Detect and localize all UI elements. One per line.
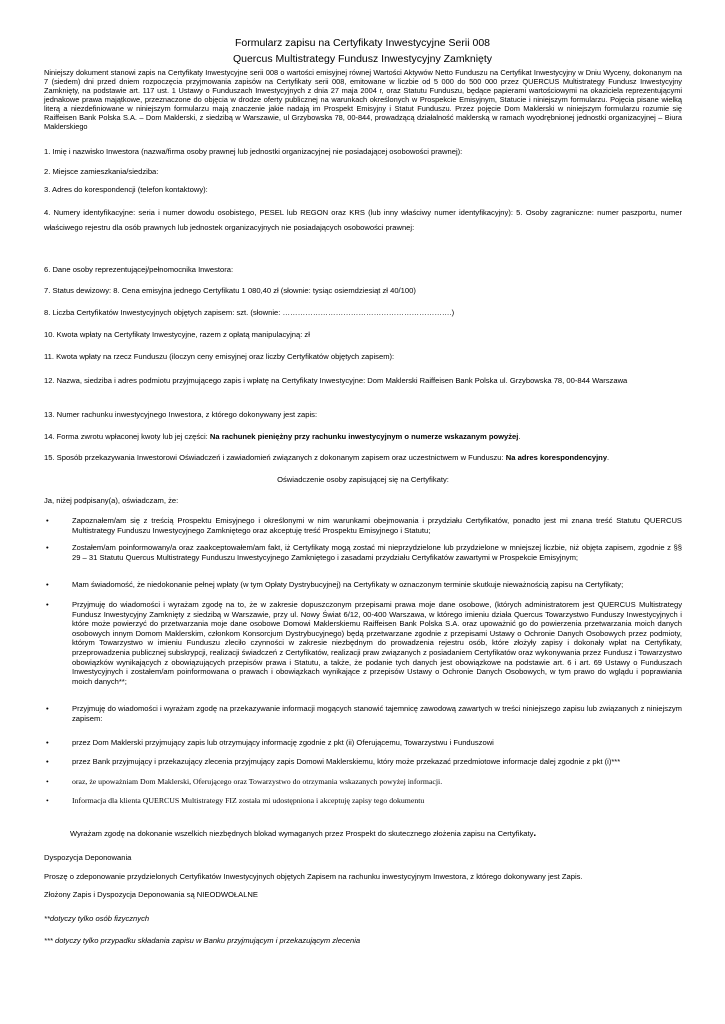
field-15-notification-method: 15. Sposób przekazywania Inwestorowi Oświadczeń i zawiadomień związanych z dokonanym zapisem oraz uczestnictwem w Funduszu: Na adres korespondencyjny. <box>44 453 610 462</box>
declaration-bullet: • Informacja dla klienta QUERCUS Multistrategy FIZ została mi udostępniona i akceptuję zapisy tego dokumentu <box>46 796 425 805</box>
field-14-refund-form: 14. Forma zwrotu wpłaconej kwoty lub jej części: Na rachunek pieniężny przy rachunku inwestycyjnym o numerze wskazanym powyżej. <box>44 432 521 441</box>
declaration-intro: Ja, niżej podpisany(a), oświadczam, że: <box>44 496 179 505</box>
declaration-bullet: • Mam świadomość, że niedokonanie pełnej wpłaty (w tym Opłaty Dystrybucyjnej) na Certyfikaty w oznaczonym terminie skutkuje nieważnością zapisu na Certyfikaty; <box>46 580 624 589</box>
footnote-natural-persons: **dotyczy tylko osób fizycznych <box>44 914 150 923</box>
form-subtitle: Quercus Multistrategy Fundusz Inwestycyjny Zamknięty <box>232 53 493 65</box>
blocking-consent: Wyrażam zgodę na dokonanie wszelkich niezbędnych blokad wymaganych przez Prospekt do skutecznego złożenia zapisu na Certyfikaty. <box>70 828 537 839</box>
field-4-identification: 4. Numery identyfikacyjne: seria i numer dowodu osobistego, PESEL lub REGON oraz KRS (lub inny właściwy numer identyfikacyjny): 5. Osoby zagraniczne: numer paszportu, numer właściwego rejestru dla osób prawnych lub jednostek organizacyjnych nie posiadających osobowości prawnej: <box>44 208 682 232</box>
field-7-currency-status: 7. Status dewizowy: 8. Cena emisyjna jednego Certyfikatu 1 080,40 zł (słownie: tysiąc osiemdziesiąt zł 40/100) <box>44 286 416 295</box>
irrevocable-notice: Złożony Zapis i Dyspozycja Deponowania są NIEODWOŁALNE <box>44 890 258 899</box>
field-10-payment-amount: 10. Kwota wpłaty na Certyfikaty Inwestycyjne, razem z opłatą manipulacyjną: zł <box>44 330 310 339</box>
declaration-bullet: • oraz, że upoważniam Dom Maklerski, Oferującego oraz Towarzystwo do otrzymania wskazanych powyżej informacji. <box>46 777 443 786</box>
field-12-receiving-entity: 12. Nazwa, siedziba i adres podmiotu przyjmującego zapis i wpłatę na Certyfikaty Inwestycyjne: Dom Maklerski Raiffeisen Bank Polska ul. Grzybowska 78, 00-844 Warszawa <box>44 376 628 385</box>
field-8-certificate-count: 8. Liczba Certyfikatów Inwestycyjnych objętych zapisem: szt. (słownie: ………………………………………………………….) <box>44 308 455 317</box>
deposit-heading: Dyspozycja Deponowania <box>44 853 132 862</box>
declaration-bullet: • przez Bank przyjmujący i przekazujący zlecenia przyjmujący zapis Domowi Maklerskiemu, który może przekazać przedmiotowe informacje dalej zgodnie z pkt (i)*** <box>46 757 621 766</box>
declaration-bullet: • Zostałem/am poinformowany/a oraz zaakceptowałem/am fakt, iż Certyfikaty mogą zostać mi nieprzydzielone lub przydzielone w mniejszej liczbie, niż objęta zapisem, zgodnie z §§ 29 – 31 Statutu Quercus Multistrategy Funduszu Inwestycyjnego Zamkniętego i zasadami przydziału Certyfikatów zawartymi w Prospekcie Emisyjnym; <box>46 543 682 562</box>
declaration-heading: Oświadczenie osoby zapisującej się na Certyfikaty: <box>277 475 449 484</box>
footnote-bank-orders: *** dotyczy tylko przypadku składania zapisu w Banku przyjmującym i przekazującym zlecenia <box>44 936 361 945</box>
field-2-residence: 2. Miejsce zamieszkania/siedziba: <box>44 167 159 176</box>
declaration-bullet: • przez Dom Maklerski przyjmujący zapis lub otrzymujący informację zgodnie z pkt (ii) Oferującemu, Towarzystwu i Funduszowi <box>46 738 494 747</box>
declaration-bullet: • Zapoznałem/am się z treścią Prospektu Emisyjnego i określonymi w nim warunkami obejmowania i przydziału Certyfikatów, ponadto jest mi znana treść Statutu QUERCUS Multistrategy Funduszu Inwestycyjnego Zamkniętego oraz akceptuję treść Prospektu Emisyjnego i Statutu; <box>46 516 682 535</box>
field-13-account-number: 13. Numer rachunku inwestycyjnego Inwestora, z którego dokonywany jest zapis: <box>44 410 318 419</box>
refund-form-value: Na rachunek pieniężny przy rachunku inwestycyjnym o numerze wskazanym powyżej <box>209 432 519 441</box>
declaration-bullet: • Przyjmuję do wiadomości i wyrażam zgodę na przekazywanie informacji mogących stanowić tajemnicę zawodową zawartych w treści niniejszego zapisu lub związanych z niniejszym zapisem: <box>46 704 682 723</box>
field-3-correspondence: 3. Adres do korespondencji (telefon kontaktowy): <box>44 185 208 194</box>
notification-method-value: Na adres korespondencyjny <box>505 453 608 462</box>
declaration-bullet-data-protection: • Przyjmuję do wiadomości i wyrażam zgodę na to, że w zakresie dopuszczonym przepisami prawa moje dane osobowe, (których administratorem jest QUERCUS Multistrategy Fundusz Inwestycyjny Zamknięty z siedzibą w Warszawie, przy ul. Nowy Świat 6/12, 00-400 Warszawa, w którego imieniu działa Quercus Towarzystwo Funduszy Inwestycyjnych i które może powierzyć do przetwarzania moje dane osobowe Domowi Maklerskiemu Raiffeisen Bank Polska S.A. oraz upoważnić go do powierzenia przetwarzania moich danych osobowych innym Domom Maklerskim, członkom Konsorcjum Dystrybucyjnego) będą przetwarzane zgodnie z przepisami Ustawy o Ochronie Danych Osobowych przez podmioty, którym Towarzystwo w imieniu Funduszu zleciło czynności w zakresie niezbędnym do prowadzenia rejestru osób, które złożyły zapisy i dokonały wpłat na Certyfikaty, przeprowadzenia publicznej subskrypcji, realizacji świadczeń z Certyfikatów, realizacji praw związanych z posiadaniem Certyfikatów oraz wykonywania przez Fundusz i Towarzystwo obowiązków wynikających z obowiązujących przepisów prawa i Statutu, a także, że podanie tych danych jest obowiązkowe na podstawie art. 6 i art. 69 Ustawy o Funduszach Inwestycyjnych i zostałem/am poinformowana o prawach i obowiązkach wynikające z przepisów Ustawy o Ochronie Danych Osobowych, w tym prawo do wglądu i poprawiania moich danych**; <box>46 600 682 686</box>
intro-paragraph: Niniejszy dokument stanowi zapis na Certyfikaty Inwestycyjne serii 008 o wartości emisyjnej równej Wartości Aktywów Netto Funduszu na Certyfikat Inwestycyjny w Dniu Wyceny, dokonanym na 7 (siedem) dni przed dniem rozpoczęcia przyjmowania zapisów na Certyfikaty serii 008, emitowane w liczbie od 5 000 do 500 000 przez QUERCUS Multistrategy Fundusz Inwestycyjny Zamknięty, na podstawie art. 117 ust. 1 Ustawy o Funduszach Inwestycyjnych z dnia 27 maja 2004 r, oraz Statutu Funduszu, będące papierami wartościowymi na okaziciela reprezentującymi jednakowe prawa majątkowe, przeznaczone do objęcia w drodze oferty publicznej na warunkach określonych w Prospekcie Emisyjnym, Statucie i niniejszym formularzu. Pojęcia pisane wielką literą a niezdefiniowane w niniejszym formularzu mają znaczenie jakie nadają im Prospekt Emisyjny i Statut Funduszu. Przez pojęcie Dom Maklerski w niniejszym formularzu rozumie się Raiffeisen Bank Polska S.A. – Dom Maklerski, z siedzibą w Warszawie, ul Grzybowska 78, 00-844, prowadzącą działalność maklerską w ramach wyodrębnionej jednostki organizacyjnej – Biura Maklerskiego <box>44 68 682 131</box>
field-1-investor-name: 1. Imię i nazwisko Inwestora (nazwa/firma osoby prawnej lub jednostki organizacyjnej nie posiadającej osobowości prawnej): <box>44 147 463 156</box>
field-6-representative: 6. Dane osoby reprezentującej/pełnomocnika Inwestora: <box>44 265 234 274</box>
deposit-text: Proszę o zdeponowanie przydzielonych Certyfikatów Inwestycyjnych objętych Zapisem na rachunku inwestycyjnym Inwestora, z którego dokonywany jest Zapis. <box>44 872 583 881</box>
field-11-fund-payment: 11. Kwota wpłaty na rzecz Funduszu (iloczyn ceny emisyjnej oraz liczby Certyfikatów objętych zapisem): <box>44 352 395 361</box>
form-title: Formularz zapisu na Certyfikaty Inwestycyjne Serii 008 <box>234 37 490 49</box>
